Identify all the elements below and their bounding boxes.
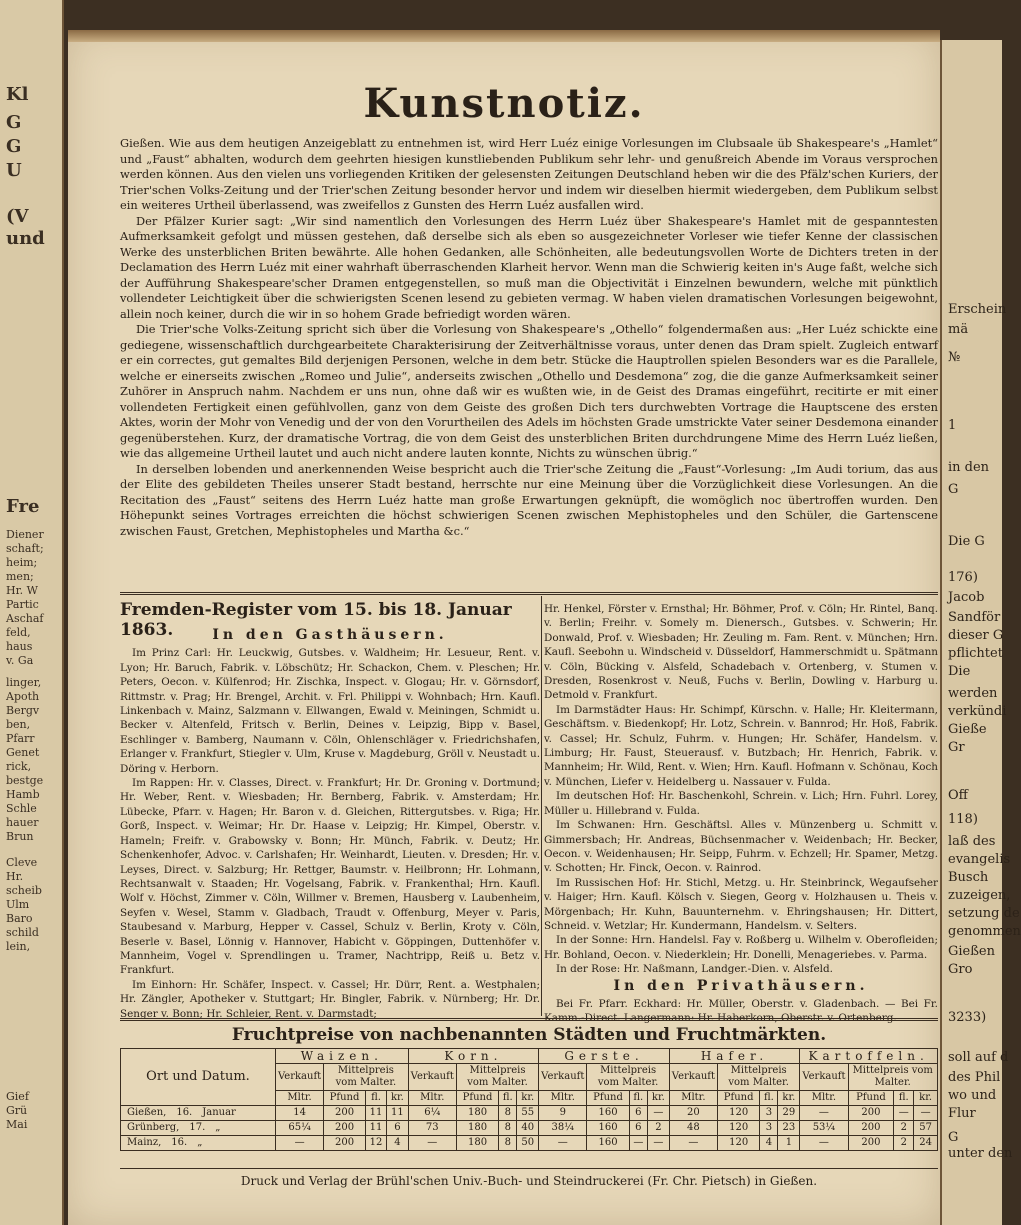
right-page-word: Jacob [948,590,985,605]
price-row [121,1121,938,1136]
right-page-word: pflichtet [948,646,1003,661]
row-month: Januar [202,1107,236,1118]
column-divider [541,596,542,1016]
left-page-word: schaft; [6,542,44,555]
right-page-word: Gro [948,962,973,977]
header-unit: fl. [629,1091,647,1106]
left-page-word: v. Ga [6,654,34,667]
right-page-word: in den [948,460,990,475]
right-page-word: Gießen [948,944,995,959]
left-page-word: scheib [6,884,42,897]
price-cell: 48 [669,1121,717,1136]
price-cell: — [669,1136,717,1151]
price-cell: 50 [517,1136,539,1151]
header-average-price: Mittelpreis vom Malter. [324,1064,408,1091]
price-cell: 65¼ [276,1121,324,1136]
register-entry: Im Einhorn: Hr. Schäfer, Inspect. v. Cassel; Hr. Dürr, Rent. a. Westphalen; Hr. Zängler, Apotheker v. Stuttgart; Hr. Bingler, Fabrik. v. Nürnberg; Hr. Dr. Senger v. Bonn; Hr. Schleier, Rent. v. Darmstadt; [120,978,540,1020]
left-page-word: Schle [6,802,37,815]
left-page-word: Pfarr [6,732,35,745]
header-average-price: Mittelpreis vom Malter. [456,1064,538,1091]
row-place-date [121,1106,276,1121]
left-page-word: schild [6,926,39,939]
right-page-word: evangelis [948,852,1011,867]
right-page-word: verkündi [948,704,1007,719]
header-sold: Verkauft [408,1064,456,1091]
right-page-word: genommen [948,924,1021,939]
left-page-word: bestge [6,774,44,787]
price-cell: 8 [499,1121,517,1136]
left-page-word: feld, [6,626,31,639]
price-cell: — [894,1106,914,1121]
register-entry: Im Schwanen: Hrn. Geschäftsl. Alles v. Münzenberg u. Schmitt v. Gimmersbach; Hr. Andreas, Büchsenmacher v. Weidenbach; Hr. Becker, Oecon. v. Weidenhausen; Hr. Seipp, Fuhrm. v. Echzell; Hr. Spamer, Metzg. v. Schotten; Hr. Finck, Oecon. v. Rainrod. [544,819,938,875]
price-cell: 4 [387,1136,409,1151]
left-page-word: G [6,136,22,157]
price-cell: — [800,1136,848,1151]
left-page-word: (V [6,206,29,227]
header-grain: Waizen. [276,1049,409,1064]
header-unit: Pfund [848,1091,894,1106]
right-page-word: 118) [948,812,978,827]
price-cell: 8 [499,1136,517,1151]
price-cell: 40 [517,1121,539,1136]
right-page-word: werden [948,686,998,701]
header-unit: fl. [894,1091,914,1106]
imprint-footer: Druck und Verlag der Brühl'schen Univ.-Buch- und Steindruckerei (Fr. Chr. Pietsch) in Gießen. [240,1174,818,1188]
header-unit: kr. [778,1091,800,1106]
page-title: Kunstnotiz. [363,80,645,127]
right-page-word: wo und [948,1088,997,1103]
price-cell: 2 [647,1121,669,1136]
price-cell: 120 [717,1121,759,1136]
price-cell: 73 [408,1121,456,1136]
register-entry: Im deutschen Hof: Hr. Baschenkohl, Schrein. v. Lich; Hrn. Fuhrl. Lorey, Müller u. Hillebrand v. Fulda. [544,790,938,817]
right-page-word: Sandför [948,610,1001,625]
right-page-word: mä [948,322,969,337]
header-sold: Verkauft [539,1064,587,1091]
price-cell: 29 [778,1106,800,1121]
right-page-word: 1 [948,418,957,433]
left-page-word: Mai [6,1118,28,1131]
right-page-word: 3233) [948,1010,987,1025]
left-page-word: heim; [6,556,38,569]
left-page-word: linger, [6,676,42,689]
right-page-word: Busch [948,870,989,885]
price-cell: — [914,1106,938,1121]
price-cell: 160 [587,1106,629,1121]
price-cell: 24 [914,1136,938,1151]
right-page-word: G [948,482,959,497]
price-cell: 1 [778,1136,800,1151]
left-page-word: Genet [6,746,40,759]
left-page-word: Fre [6,496,40,517]
price-cell: 11 [365,1121,386,1136]
left-page-word: Brun [6,830,34,843]
price-cell: 180 [456,1106,498,1121]
register-entry: Im Russischen Hof: Hr. Stichl, Metzg. u. Hr. Steinbrinck, Wegaufseher v. Haiger; Hrn. Kaufl. Kölsch v. Siegen, Georg v. Holzhausen u. Theis v. Mörgenbach; Hr. Kuhn, Bauunternehm. v. Ehringshausen; Hr. Dittert, Schneid. v. Wetzlar; Hr. Kundermann, Handelsm. v. Selters. [544,876,938,932]
left-page-word: Hr. [6,870,24,883]
header-unit: Pfund [324,1091,366,1106]
price-cell: 14 [276,1106,324,1121]
price-cell: 38¼ [539,1121,587,1136]
right-page-word: Die G [948,534,985,549]
price-cell: 9 [539,1106,587,1121]
price-cell: 57 [914,1121,938,1136]
prices-title: Fruchtpreise von nachbenannten Städten und Fruchtmärkten. [231,1025,827,1045]
row-month: „ [215,1122,221,1133]
newspaper-page [68,30,940,1225]
price-cell: — [276,1136,324,1151]
price-cell: 160 [587,1136,629,1151]
left-page-word: Diener [6,528,44,541]
right-page-word: unter den [948,1146,1013,1161]
left-page-word: Bergv [6,704,40,717]
right-page-fragment [940,40,1021,1225]
header-unit: Mltr. [800,1091,848,1106]
left-page-word: Ulm [6,898,30,911]
header-grain: Korn. [408,1049,539,1064]
row-month: „ [197,1137,203,1148]
price-cell: 12 [365,1136,386,1151]
left-page-word: Grü [6,1104,28,1117]
article-paragraph: Der Pfälzer Kurier sagt: „Wir sind namentlich den Vorlesungen des Herrn Luéz über Shakespeare's Hamlet mit de gespanntesten Aufmerksamkeit gefolgt und müssen gestehen, daß derselbe sich als eben so ausgezeichneter Vorleser wie tiefer Kenne der classischen Werke des unsterblichen Briten bewährte. Alle hohen Gedanken, alle Schönheiten, alle bedeutungsvollen Worte de Dichters treten in der Declamation des Herrn Luéz mit einer wahrhaft überraschenden Klarheit hervor. Wenn man die Schwierig keiten in's Auge faßt, welche sich der Aufführung Shakespeare'scher Dramen entgegenstellen, so muß man die Objectivität i Einzelnen bewundern, welche mit pünktlich vollendeter Leichtigkeit über die schwierigsten Scenen lesend zu gebieten vermag. W haben vielen dramatischen Vorlesungen beigewohnt, allein noch keiner, durch die wir in so hohem Grade befriedigt worden wären. [120,213,938,321]
left-page-word: G [6,112,22,133]
price-cell: 20 [669,1106,717,1121]
right-page-word: Die [948,664,971,679]
left-page-word: Hamb [6,788,40,801]
header-unit: fl. [760,1091,778,1106]
right-page-word: des Phil [948,1070,1001,1085]
row-day: 16. [176,1107,193,1118]
price-cell: 2 [894,1136,914,1151]
page-edge [68,30,940,42]
right-page-word: Flur [948,1106,976,1121]
header-unit: Mltr. [408,1091,456,1106]
register-entry: In der Rose: Hr. Naßmann, Landger.-Dien. v. Alsfeld. [556,963,833,976]
price-cell: — [647,1106,669,1121]
header-unit: kr. [647,1091,669,1106]
left-page-word: haus [6,640,33,653]
row-day: 17. [189,1122,206,1133]
price-cell: 200 [324,1136,366,1151]
article-paragraph: Die Trier'sche Volks-Zeitung spricht sich über die Vorlesung von Shakespeare's „Othello“ folgendermaßen aus: „Her Luéz schickte eine gediegene, wissenschaftlich durchgearbeitete Charakterisirung der Zeitverhältnisse voraus, unter denen das Dram spielt. Zugleich entwarf er ein correctes, gut gemaltes Bild derjenigen Personen, welche in dem betr. Stücke die Hauptrollen spielen Besonders war es die Parallele, welche er einerseits zwischen „Romeo und Julie“, anderseits zwischen „Othello und Desdemona“ zog, die die ganze Aufmerksamkeit seiner Zuhörer in Anspruch nahm. Nachdem er uns nun, ohne daß wir es wußten wie, in de Geist des Dramas eingeführt, recitirte er mit einer vollendeten Fertigkeit einen gefühlvollen, ganz von dem Geiste des großen Dich ters durchwebten Vortrage die Hauptscene des ersten Aktes, worin der Mohr von Venedig und der von den Vorurtheilen des Adels im höchsten Grade umstrickte Vater seiner Desdemona einander gegenüberstehen. Kurz, der dramatische Vortrag, die von dem Geist des unsterblichen Briten durchdrungene Mime des Herrn Luéz ließen, wie das allgemeine Urtheil lautet und auch nicht andere lauten konnte, Nichts zu wünschen übrig.“ [120,322,938,460]
grain-price-table [120,1048,938,1151]
section-divider [120,592,938,595]
register-entry: Im Darmstädter Haus: Hr. Schimpf, Kürschn. v. Halle; Hr. Kleitermann, Geschäftsm. v. Biedenkopf; Hr. Lotz, Schrein. v. Bannrod; Hr. Hoß, Fabrik. v. Cassel; Hr. Schulz, Fuhrm. v. Hungen; Hr. Schäfer, Handelsm. v. Limburg; Hr. Faust, Steuerausf. v. Butzbach; Hr. Henrich, Fabrik. v. Mannheim; Hr. Wild, Rent. v. Wien; Hrn. Kaufl. Hofmann v. Schönau, Koch v. München, Liefer v. Heidelberg u. Nassauer v. Fulda. [544,703,938,788]
left-page-fragment [0,0,64,1225]
row-day: 16. [171,1137,188,1148]
register-entry: Im Rappen: Hr. v. Classes, Direct. v. Frankfurt; Hr. Dr. Groning v. Dortmund; Hr. Weber, Rent. v. Wiesbaden; Hr. Bernberg, Fabrik. v. Amsterdam; Hr. Lübecke, Pfarr. v. Hagen; Hr. Baron v. d. Gleichen, Rittergutsbes. v. Riga; Hr. Gorß, Inspect. v. Weimar; Hr. Dr. Haase v. Leipzig; Hr. Kimpel, Oberstr. v. Hameln; Freifr. v. Grabowsky v. Bonn; Hr. Münch, Fabrik. v. Deutz; Hr. Schenkenhofer, Advoc. v. Carlshafen; Hr. Weinhardt, Lieuten. v. Dresden; Hr. v. Leyses, Direct. v. Salzburg; Hr. Rettger, Baumstr. v. Heilbronn; Hr. Lohmann, Rechtsanwalt v. Staaden; Hr. Vogelsang, Fabrik. v. Frankenthal; Hrn. Kaufl. Wolf v. Höchst, Zimmer v. Cöln, Willmer v. Bremen, Hausberg v. Laubenheim, Seyfen v. Wesel, Stamm v. Gladbach, Traudt v. Offenburg, Meyer v. Paris, Staubesand v. Marburg, Hepper v. Cassel, Schulz v. Berlin, Kroty v. Cöln, Beserle v. Basel, Lönnig v. Hannover, Habicht v. Göppingen, Duttenhöfer v. Mannheim, Vogel v. Sprendlingen u. Tramer, Nachtripp, Reiß u. Betz v. Frankfurt. [120,777,540,977]
price-cell: 6 [387,1121,409,1136]
header-sold: Verkauft [800,1064,848,1091]
price-cell: 8 [499,1106,517,1121]
price-cell: 3 [760,1121,778,1136]
left-page-word: Baro [6,912,33,925]
price-cell: 3 [760,1106,778,1121]
article-paragraph: In derselben lobenden und anerkennenden Weise bespricht auch die Trier'sche Zeitung die „Faust“-Vorlesung: „Im Audi torium, das aus der Elite des gebildeten Theiles unserer Stadt bestand, herrschte nur eine Meinung über die Vorzüglichkeit diese Vorlesungen. An die Recitation des „Faust“ seitens des Herrn Luéz hatte man große Erwartungen geknüpft, die womöglich noc übertroffen wurden. Den Höhepunkt seines Vortrages erreichten die höchst schwierigen Scenen zwischen Mephistopheles und den Schüler, die Gartenscene zwischen Faust, Gretchen, Mephistopheles und Martha &c.“ [120,461,938,538]
register-right-column [544,602,938,1026]
header-sold: Verkauft [276,1064,324,1091]
header-unit: Pfund [587,1091,629,1106]
header-unit: fl. [499,1091,517,1106]
right-page-word: № [948,350,961,365]
register-left-column [120,626,540,1021]
price-cell: 200 [848,1106,894,1121]
header-unit: Pfund [717,1091,759,1106]
price-cell: — [800,1106,848,1121]
right-page-word: G [948,1130,959,1145]
register-entry: Hr. Henkel, Förster v. Ernsthal; Hr. Böhmer, Prof. v. Cöln; Hr. Rintel, Banq. v. Berlin; Freihr. v. Somely m. Dienersch., Gutsbes. v. Schwerin; Hr. Donwald, Prof. v. Wiesbaden; Hr. Zeuling m. Fam. Rent. v. München; Hrn. Kaufl. Seebohn u. Windscheid v. Düsseldorf, Hammerschmidt u. Spätmann v. Cöln, Bücking v. Alsfeld, Schadebach v. Ortenberg, v. Stumen v. Dresden, Rosenkrost v. Neuß, Fuchs v. Berlin, Dowling v. Harburg u. Detmold v. Frankfurt. [544,603,938,702]
row-place: Mainz, [127,1137,162,1148]
price-cell: 200 [324,1121,366,1136]
header-unit: fl. [365,1091,386,1106]
header-average-price: Mittelpreis vom Malter. [717,1064,799,1091]
left-page-word: Hr. W [6,584,38,597]
register-entry: In der Sonne: Hrn. Handelsl. Fay v. Roßberg u. Wilhelm v. Oberofleiden; Hr. Bohland, Oecon. v. Niederklein; Hr. Donelli, Menageriebes. v. Parma. [544,934,938,961]
price-cell: 6 [629,1121,647,1136]
right-page-word: Gieße [948,722,987,737]
left-page-word: ben, [6,718,31,731]
header-unit: Mltr. [539,1091,587,1106]
left-page-word: rick, [6,760,32,773]
price-cell: 11 [365,1106,386,1121]
price-cell: — [408,1136,456,1151]
section-divider [120,1018,938,1021]
header-grain: Hafer. [669,1049,800,1064]
left-page-word: U [6,160,22,181]
left-page-word: Gief [6,1090,29,1103]
price-cell: — [647,1136,669,1151]
right-page-word: setzung de [948,906,1020,921]
right-page-word: 176) [948,570,978,585]
right-page-word: zuzeigen, [948,888,1011,903]
price-cell: 23 [778,1121,800,1136]
price-cell: — [539,1136,587,1151]
register-section-heading: In den Gasthäusern. [212,627,448,643]
row-place-date [121,1136,276,1151]
price-cell: 11 [387,1106,409,1121]
left-page-word: Partic [6,598,39,611]
price-cell: 200 [324,1106,366,1121]
header-unit: kr. [387,1091,409,1106]
header-grain: Kartoffeln. [800,1049,938,1064]
right-page-word: soll auf d [948,1050,1009,1065]
right-page-word: laß des [948,834,996,849]
article-paragraph: Gießen. Wie aus dem heutigen Anzeigeblatt zu entnehmen ist, wird Herr Luéz einige Vorlesungen im Clubsaale üb Shakespeare's „Hamlet“ und „Faust“ abhalten, wodurch dem geehrten hiesigen kunstliebenden Publikum sehr lehr- und genußreich Abende im Voraus versprochen werden können. Aus den vielen uns vorliegenden Kritiken der gelesensten Zeitungen Deutschland heben wir die des Pfälz'schen Kuriers, der Trier'schen Volks-Zeitung und der Trier'schen Zeitung besonder hervor und indem wir dieselben hiermit wiedergeben, dem Publikum selbst ein weiteres Urtheil überlassend, was zweifellos z Gunsten des Herrn Luéz ausfallen wird. [120,136,938,212]
price-cell: 6¼ [408,1106,456,1121]
header-unit: Mltr. [669,1091,717,1106]
left-page-word: und [6,228,45,249]
register-entry: Bei Fr. Pfarr. Eckhard: Hr. Müller, Oberstr. v. Gladenbach. — Bei Fr. Kamm.-Direct. Langermann: Hr. Haberkorn, Oberstr. v. Ortenberg. [544,997,938,1025]
price-cell: 180 [456,1136,498,1151]
header-unit: kr. [914,1091,938,1106]
price-cell: 200 [848,1121,894,1136]
row-place-date [121,1121,276,1136]
footer-divider [120,1168,938,1169]
price-cell: 200 [848,1136,894,1151]
header-average-price: Mittelpreis vom Malter. [848,1064,938,1091]
price-row [121,1136,938,1151]
price-row [121,1106,938,1121]
price-cell: 120 [717,1136,759,1151]
left-page-word: Kl [6,84,29,105]
header-unit: Mltr. [276,1091,324,1106]
price-cell: — [629,1136,647,1151]
right-page-word: dieser G [948,628,1004,643]
price-cell: 120 [717,1106,759,1121]
header-sold: Verkauft [669,1064,717,1091]
row-place: Gießen, [127,1107,167,1118]
left-page-word: men; [6,570,34,583]
header-average-price: Mittelpreis vom Malter. [587,1064,669,1091]
left-page-word: Apoth [6,690,40,703]
art-notice-article [120,136,938,539]
left-page-word: lein, [6,940,31,953]
price-cell: 4 [760,1136,778,1151]
left-page-word: Aschaf [6,612,44,625]
price-cell: 55 [517,1106,539,1121]
left-page-word: hauer [6,816,39,829]
left-page-word: Cleve [6,856,38,869]
price-cell: 180 [456,1121,498,1136]
header-unit: kr. [517,1091,539,1106]
price-cell: 2 [894,1121,914,1136]
price-cell: 6 [629,1106,647,1121]
row-place: Grünberg, [127,1122,180,1133]
price-cell: 53¼ [800,1121,848,1136]
register-entry: Im Prinz Carl: Hr. Leuckwig, Gutsbes. v. Waldheim; Hr. Lesueur, Rent. v. Lyon; Hr. Baruch, Fabrik. v. Löbschütz; Hr. Schackon, Chem. v. Pleschen; Hr. Peters, Oecon. v. Külfenrod; Hr. Zischka, Inspect. v. Glogau; Hr. v. Görnsdorf, Rittmstr. v. Prag; Hr. Brengel, Archit. v. Frl. Philippi v. Wohnbach; Hrn. Kaufl. Linkenbach v. Mainz, Salzmann v. Ellwangen, Ewald v. Meiningen, Schmidt u. Becker v. Altenfeld, Fritsch v. Berlin, Deines v. Leipzig, Bipp v. Basel, Eschlinger v. Bamberg, Naumann v. Cöln, Ohlenschläger v. Friedrichshafen, Erlanger v. Frankfurt, Stiegler v. Ulm, Kruse v. Magdeburg, Gröll v. Neustadt u. Döring v. Herborn. [120,647,540,775]
right-page-word: Off [948,788,968,803]
header-grain: Gerste. [539,1049,670,1064]
price-cell: 160 [587,1121,629,1136]
header-unit: Pfund [456,1091,498,1106]
right-page-word: Erschein [948,302,1007,317]
header-place-date: Ort und Datum. [121,1049,276,1106]
register-title: Fremden-Register vom 15. bis 18. Januar 1863. [120,600,512,640]
right-page-word: Gr [948,740,965,755]
register-section-heading: In den Privathäusern. [613,977,869,994]
